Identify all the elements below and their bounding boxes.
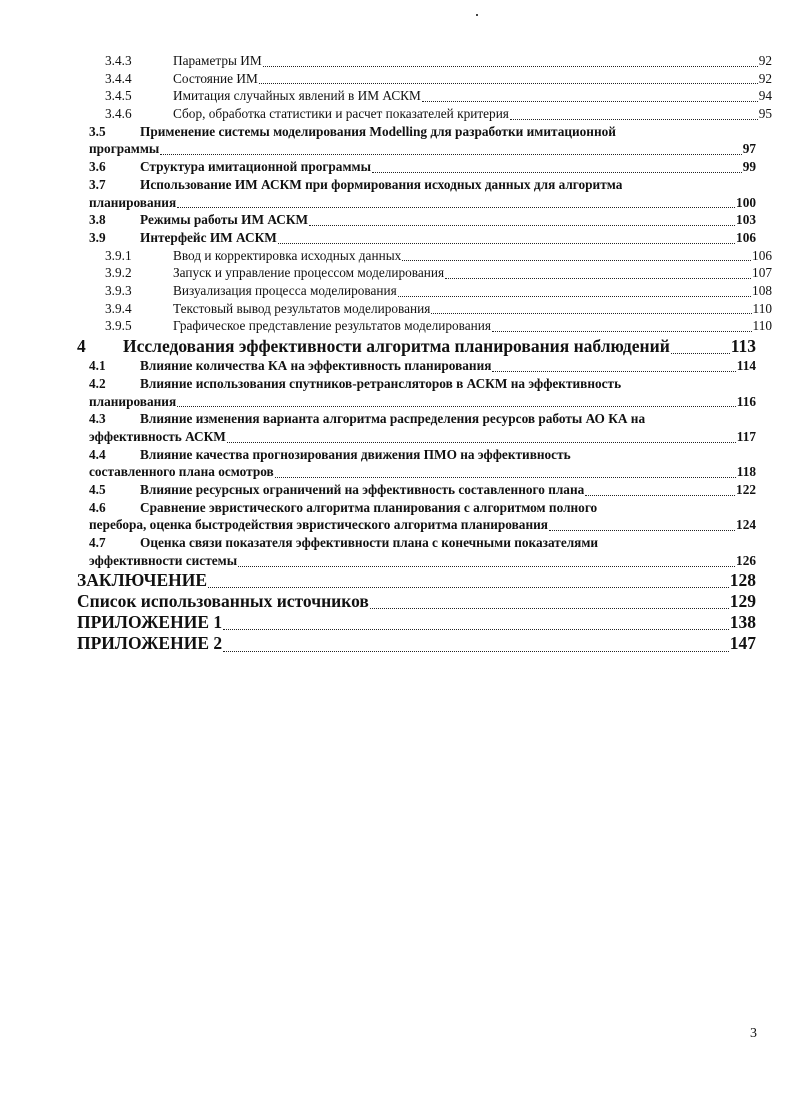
toc-entry-3-6[interactable] — [89, 158, 756, 176]
entry-page: 126 — [736, 552, 756, 568]
leader-dots — [671, 353, 730, 354]
leader-dots — [510, 119, 758, 120]
toc-entry-3-9-4[interactable] — [89, 300, 772, 318]
entry-page: 113 — [730, 336, 756, 357]
entry-number: 3.7 — [89, 176, 106, 192]
entry-number: 3.4.4 — [105, 70, 132, 86]
entry-title: Параметры ИМ — [173, 52, 262, 68]
entry-title: ПРИЛОЖЕНИЕ 2 — [77, 633, 223, 654]
entry-title: Запуск и управление процессом моделирования — [173, 265, 445, 281]
entry-title: Графическое представление результатов моделирования — [173, 318, 492, 334]
entry-title-line1: Влияние использования спутников-ретрансляторов в АСКМ на эффективность — [140, 375, 622, 391]
leader-dots — [263, 66, 758, 67]
entry-title-line1: Использование ИМ АСКМ при формирования исходных данных для алгоритма — [140, 176, 623, 192]
toc-entry-references[interactable] — [77, 591, 756, 612]
toc-entry-4-4[interactable] — [89, 446, 756, 481]
entry-title: Список использованных источников — [77, 590, 369, 611]
toc-entry-3-9-3[interactable] — [89, 282, 772, 300]
entry-title-line2: составленного плана осмотров — [89, 464, 274, 480]
entry-title-line2: программы — [89, 141, 160, 157]
entry-number: 3.4.5 — [105, 88, 132, 104]
toc-entry-3-7[interactable] — [89, 176, 756, 211]
leader-dots — [402, 260, 751, 261]
entry-title-line1: Применение системы моделирования Modelling для разработки имитационной — [140, 123, 616, 139]
entry-page: 128 — [729, 569, 756, 590]
entry-page: 92 — [758, 52, 772, 68]
entry-page: 110 — [752, 318, 772, 334]
entry-page: 129 — [729, 590, 756, 611]
entry-page: 107 — [752, 265, 772, 281]
page-number: 3 — [750, 1026, 757, 1041]
leader-dots — [223, 651, 729, 652]
entry-page: 100 — [736, 194, 756, 210]
entry-number: 4.7 — [89, 535, 106, 551]
entry-number: 4.4 — [89, 446, 106, 462]
entry-number: 3.9.3 — [105, 283, 132, 299]
entry-number: 3.9.5 — [105, 318, 132, 334]
entry-page: 95 — [758, 106, 772, 122]
entry-title: Имитация случайных явлений в ИМ АСКМ — [173, 88, 421, 104]
toc-entry-4-6[interactable] — [89, 499, 756, 534]
entry-page: 94 — [758, 88, 772, 104]
scan-dot — [476, 14, 478, 16]
entry-title-line2: эффективности системы — [89, 552, 238, 568]
leader-dots — [372, 172, 742, 173]
toc-entry-appendix-2[interactable] — [77, 633, 756, 654]
entry-number: 4.1 — [89, 358, 106, 374]
entry-number: 3.4.6 — [105, 106, 132, 122]
entry-number: 3.9 — [89, 229, 106, 245]
leader-dots — [223, 629, 729, 630]
entry-page: 110 — [752, 300, 772, 316]
toc-entry-3-8[interactable] — [89, 211, 756, 229]
entry-page: 99 — [742, 159, 756, 175]
entry-title-line2: планирования — [89, 393, 177, 409]
leader-dots — [585, 495, 735, 496]
toc-entry-conclusion[interactable] — [77, 570, 756, 591]
entry-page: 114 — [736, 358, 756, 374]
leader-dots — [275, 477, 736, 478]
leader-dots — [492, 371, 735, 372]
entry-title-line2: эффективность АСКМ — [89, 428, 226, 444]
entry-page: 97 — [742, 141, 756, 157]
leader-dots — [445, 278, 751, 279]
entry-title: Влияние количества КА на эффективность планирования — [140, 358, 492, 374]
entry-number: 4.5 — [89, 482, 106, 498]
leader-dots — [422, 101, 758, 102]
leader-dots — [177, 406, 736, 407]
entry-title: Визуализация процесса моделирования — [173, 283, 397, 299]
entry-page: 118 — [736, 464, 756, 480]
leader-dots — [431, 313, 751, 314]
entry-page: 92 — [758, 70, 772, 86]
entry-title: Интерфейс ИМ АСКМ — [140, 229, 277, 245]
entry-title: ПРИЛОЖЕНИЕ 1 — [77, 612, 223, 633]
entry-title: Ввод и корректировка исходных данных — [173, 247, 402, 263]
toc-entry-appendix-1[interactable] — [77, 612, 756, 633]
entry-number: 3.8 — [89, 212, 106, 228]
toc-entry-4-2[interactable] — [89, 375, 756, 410]
entry-page: 122 — [736, 482, 756, 498]
entry-number: 4 — [77, 336, 86, 357]
entry-page: 147 — [729, 633, 756, 654]
entry-page: 103 — [736, 212, 756, 228]
leader-dots — [177, 207, 735, 208]
toc-entry-3-4-5[interactable] — [89, 87, 772, 105]
entry-number: 3.4.3 — [105, 52, 132, 68]
entry-number: 3.9.4 — [105, 300, 132, 316]
entry-number: 3.9.1 — [105, 247, 132, 263]
entry-number: 3.5 — [89, 123, 106, 139]
entry-page: 108 — [752, 283, 772, 299]
toc-entry-3-4-3[interactable] — [89, 52, 772, 70]
entry-page: 116 — [736, 393, 756, 409]
leader-dots — [278, 243, 735, 244]
entry-title-line2: перебора, оценка быстродействия эвристического алгоритма планирования — [89, 517, 548, 533]
entry-page: 106 — [752, 247, 772, 263]
leader-dots — [370, 608, 729, 609]
entry-title-line1: Сравнение эвристического алгоритма планирования с алгоритмом полного — [140, 499, 598, 515]
leader-dots — [160, 154, 741, 155]
leader-dots — [309, 225, 735, 226]
entry-title: Сбор, обработка статистики и расчет показателей критерия — [173, 106, 509, 122]
entry-number: 3.6 — [89, 159, 106, 175]
leader-dots — [259, 83, 758, 84]
toc-entry-chapter-4[interactable] — [77, 335, 756, 357]
entry-page: 106 — [736, 229, 756, 245]
entry-title: Структура имитационной программы — [140, 159, 371, 175]
entry-title-line1: Оценка связи показателя эффективности плана с конечными показателями — [140, 535, 599, 551]
entry-title: Текстовый вывод результатов моделирования — [173, 300, 431, 316]
toc-entry-3-9[interactable] — [89, 229, 756, 247]
toc-entry-4-7[interactable] — [89, 534, 756, 569]
entry-title: ЗАКЛЮЧЕНИЕ — [77, 569, 208, 590]
leader-dots — [238, 566, 735, 567]
leader-dots — [208, 587, 729, 588]
toc-entry-3-9-2[interactable] — [89, 264, 772, 282]
entry-title-line1: Влияние изменения варианта алгоритма распределения ресурсов работы АО КА на — [140, 411, 646, 427]
toc-entry-3-4-4[interactable] — [89, 70, 772, 88]
toc-entry-3-4-6[interactable] — [89, 105, 772, 123]
toc-entry-3-9-1[interactable] — [89, 247, 772, 265]
table-of-contents — [77, 52, 772, 655]
toc-entry-3-5[interactable] — [89, 123, 756, 158]
toc-entry-4-3[interactable] — [89, 410, 756, 445]
entry-title: Исследования эффективности алгоритма планирования наблюдений — [123, 336, 670, 357]
entry-page: 138 — [729, 612, 756, 633]
entry-title-line2: планирования — [89, 194, 177, 210]
toc-entry-4-1[interactable] — [89, 357, 756, 375]
entry-title: Режимы работы ИМ АСКМ — [140, 212, 309, 228]
leader-dots — [227, 442, 736, 443]
entry-number: 3.9.2 — [105, 265, 132, 281]
toc-entry-4-5[interactable] — [89, 481, 756, 499]
toc-entry-3-9-5[interactable] — [89, 317, 772, 335]
entry-title: Влияние ресурсных ограничений на эффективность составленного плана — [140, 482, 585, 498]
entry-page: 117 — [736, 428, 756, 444]
entry-title-line1: Влияние качества прогнозирования движения ПМО на эффективность — [140, 446, 571, 462]
entry-title: Состояние ИМ — [173, 70, 258, 86]
entry-page: 124 — [736, 517, 756, 533]
entry-number: 4.2 — [89, 375, 106, 391]
leader-dots — [398, 296, 751, 297]
entry-number: 4.3 — [89, 411, 106, 427]
leader-dots — [549, 530, 735, 531]
entry-number: 4.6 — [89, 499, 106, 515]
leader-dots — [492, 331, 752, 332]
